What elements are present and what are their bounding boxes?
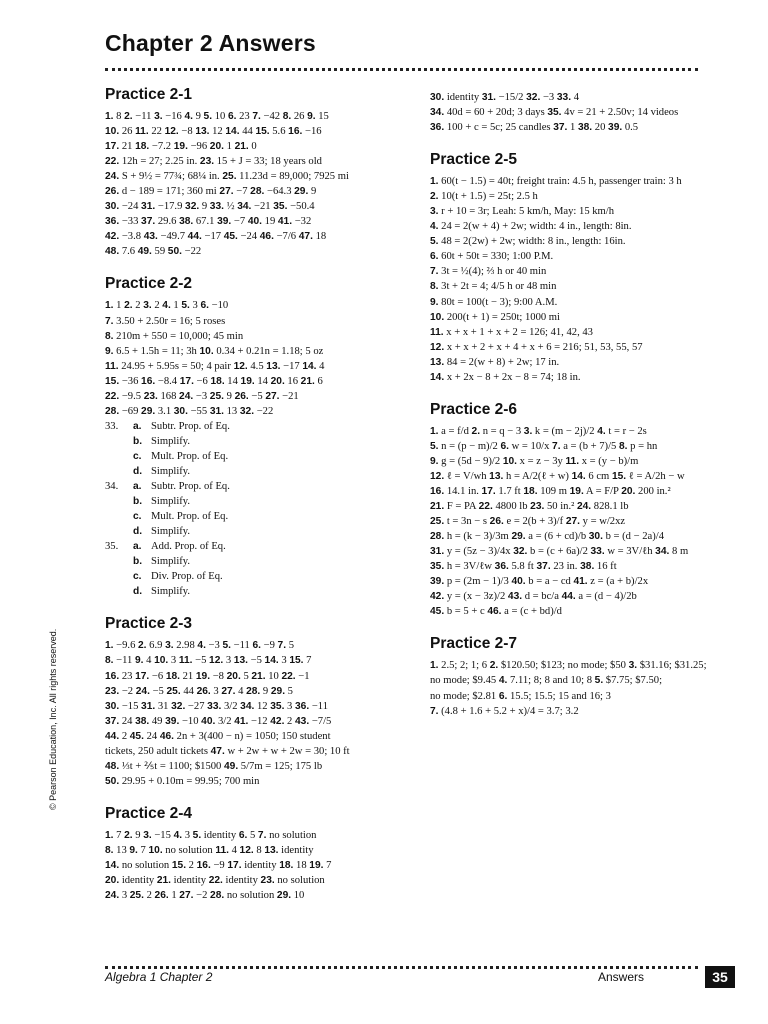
answer-line: 11. x + x + 1 + x + 2 = 126; 41, 42, 43 (430, 326, 593, 338)
answer-line: 15. −36 16. −8.4 17. −6 18. 14 19. 14 20. 16 21. 6 (105, 375, 323, 387)
answer-line: 42. y = (x − 3z)/2 43. d = bc/a 44. a = (d − 4)/2b (430, 591, 637, 603)
answer-line: 7. (4.8 + 1.6 + 5.2 + x)/4 = 3.7; 3.2 (430, 705, 579, 717)
answer-line: 5. n = (p − m)/2 6. w = 10/x 7. a = (b + 7)/5 8. p = hn (430, 440, 658, 452)
step-letter: d. (133, 526, 143, 538)
answer-line: 26. d − 189 = 171; 360 mi 27. −7 28. −64.3 29. 9 (105, 186, 317, 198)
answer-line: 25. t = 3n − s 26. e = 2(b + 3)/f 27. y = w/2xz (430, 516, 626, 528)
step-text: Mult. Prop. of Eq. (151, 450, 229, 462)
step-letter: d. (133, 586, 143, 598)
step-letter: c. (133, 450, 142, 462)
answer-line: 22. 12h = 27; 2.25 in. 23. 15 + J = 33; 18 years old (105, 156, 322, 168)
answer-line: 16. 23 17. −6 18. 21 19. −8 20. 5 21. 10 22. −1 (105, 670, 310, 682)
answer-step (105, 524, 410, 539)
answer-line: 10. 26 11. 22 12. −8 13. 12 14. 44 15. 5.6 16. −16 (105, 126, 322, 138)
problem-number: 33. (105, 420, 119, 432)
answer-line: 6. 60t + 50t = 330; 1:00 P.M. (430, 251, 554, 263)
section-heading: Practice 2-5 (430, 151, 518, 169)
step-text: Simplify. (151, 556, 191, 568)
answer-line: 9. 6.5 + 1.5h = 11; 3h 10. 0.34 + 0.21n = 1.18; 5 oz (105, 345, 324, 357)
answer-line: 3. r + 10 = 3r; Leah: 5 km/h, May: 15 km/h (430, 206, 615, 218)
section-heading: Practice 2-1 (105, 86, 193, 103)
answer-line: 10. 200(t + 1) = 250t; 1000 mi (430, 311, 560, 323)
answer-line: 17. 21 18. −7.2 19. −96 20. 1 21. 0 (105, 141, 257, 153)
answer-line: 4. 24 = 2(w + 4) + 2w; width: 4 in., length: 8in. (430, 221, 632, 233)
answer-line: 7. 3t = ½(4); ⅔ h or 40 min (430, 266, 547, 278)
answer-line: 1. 7 2. 9 3. −15 4. 3 5. identity 6. 5 7. no solution (105, 829, 317, 841)
answer-step (105, 509, 410, 524)
answer-line: 21. F = PA 22. 4800 lb 23. 50 in.² 24. 828.1 lb (430, 501, 629, 513)
answer-line: 9. 80t = 100(t − 3); 9:00 A.M. (430, 296, 558, 308)
step-letter: d. (133, 465, 143, 477)
right-column (430, 90, 730, 719)
answer-line: 23. −2 24. −5 25. 44 26. 3 27. 4 28. 9 29. 5 (105, 685, 293, 697)
answer-line: 30. −24 31. −17.9 32. 9 33. ½ 34. −21 35. −50.4 (105, 201, 315, 213)
answer-line: 5. 48 = 2(2w) + 2w; width: 8 in., length: 16in. (430, 236, 626, 248)
footer-book-title: Algebra 1 Chapter 2 (105, 970, 213, 984)
step-letter: a. (133, 481, 142, 493)
top-dotted-rule (105, 68, 698, 71)
answer-step (105, 554, 410, 569)
answer-line: 9. g = (5d − 9)/2 10. x = z − 3y 11. x = (y − b)/m (430, 455, 639, 467)
step-letter: c. (133, 511, 142, 523)
answer-line: 1. 1 2. 2 3. 2 4. 1 5. 3 6. −10 (105, 300, 229, 312)
answer-line: 12. ℓ = V/wh 13. h = A/2(ℓ + w) 14. 6 cm 15. ℓ = A/2h − w (430, 470, 685, 482)
section-heading: Practice 2-2 (105, 275, 193, 293)
answer-line: 24. 3 25. 2 26. 1 27. −2 28. no solution 29. 10 (105, 890, 305, 902)
answer-line: 42. −3.8 43. −49.7 44. −17 45. −24 46. −7/6 47. 18 (105, 231, 327, 243)
answer-line: 36. 100 + c = 5c; 25 candles 37. 1 38. 20 39. 0.5 (430, 122, 639, 134)
section-heading: Practice 2-6 (430, 400, 518, 418)
answer-line: 28. h = (k − 3)/3m 29. a = (6 + cd)/b 30. b = (d − 2a)/4 (430, 531, 665, 543)
section-heading: Practice 2-3 (105, 615, 193, 633)
answer-line: 45. b = 5 + c 46. a = (c + bd)/d (430, 606, 562, 618)
answer-line: 22. −9.5 23. 168 24. −3 25. 9 26. −5 27. −21 (105, 390, 299, 402)
answer-step (105, 569, 410, 584)
step-text: Subtr. Prop. of Eq. (151, 420, 230, 432)
answer-line: 31. y = (5z − 3)/4x 32. b = (c + 6a)/2 33. w = 3V/ℓh 34. 8 m (430, 546, 689, 558)
answer-line: 48. ⅓t + ⅖t = 1100; $1500 49. 5/7m = 125; 175 lb (105, 760, 323, 772)
step-letter: a. (133, 541, 142, 553)
answer-line: 1. −9.6 2. 6.9 3. 2.98 4. −3 5. −11 6. −9 7. 5 (105, 640, 294, 652)
left-column (105, 86, 410, 903)
step-letter: a. (133, 420, 142, 432)
answer-step (105, 464, 410, 479)
answer-line: 12. x + x + 2 + x + 4 + x + 6 = 216; 51, 53, 55, 57 (430, 341, 643, 353)
answer-line: 20. identity 21. identity 22. identity 23. no solution (105, 875, 325, 887)
answer-line: 34. 40d = 60 + 20d; 3 days 35. 4v = 21 + 2.50v; 14 videos (430, 107, 679, 119)
answer-step (105, 584, 410, 599)
section-heading: Practice 2-4 (105, 804, 193, 822)
answer-line: 14. no solution 15. 2 16. −9 17. identity 18. 18 19. 7 (105, 859, 332, 871)
answer-step (105, 434, 410, 449)
answer-line: 7. 3.50 + 2.50r = 16; 5 roses (105, 315, 226, 327)
answer-line: 39. p = (2m − 1)/3 40. b = a − cd 41. z = (a + b)/2x (430, 576, 649, 588)
answer-line: 44. 2 45. 24 46. 2n + 3(400 − n) = 1050; 150 student (105, 730, 331, 742)
step-letter: c. (133, 571, 142, 583)
answer-step (105, 449, 410, 464)
answer-line: 1. 60(t − 1.5) = 40t; freight train: 4.5 h, passenger train: 3 h (430, 176, 682, 188)
problem-number: 35. (105, 541, 119, 553)
answer-line: 30. identity 31. −15/2 32. −3 33. 4 (430, 92, 579, 103)
problem-number: 34. (105, 481, 119, 493)
step-text: Add. Prop. of Eq. (151, 541, 226, 553)
answer-line: tickets, 250 adult tickets 47. w + 2w + w + 2w = 30; 10 ft (105, 745, 350, 757)
section-heading: Practice 2-7 (430, 635, 518, 653)
answer-line: 36. −33 37. 29.6 38. 67.1 39. −7 40. 19 41. −32 (105, 216, 312, 228)
answer-line: 1. 8 2. −11 3. −16 4. 9 5. 10 6. 23 7. −42 8. 26 9. 15 (105, 111, 329, 122)
answer-step (105, 539, 410, 554)
answer-line: 2. 10(t + 1.5) = 25t; 2.5 h (430, 191, 538, 203)
answer-line: 8. 13 9. 7 10. no solution 11. 4 12. 8 13. identity (105, 844, 314, 856)
answer-line: 11. 24.95 + 5.95s = 50; 4 pair 12. 4.5 13. −17 14. 4 (105, 360, 325, 372)
step-letter: b. (133, 556, 143, 568)
step-text: Mult. Prop. of Eq. (151, 511, 229, 523)
answer-line: 1. a = f/d 2. n = q − 3 3. k = (m − 2j)/2 4. t = r − 2s (430, 425, 647, 437)
page-title: Chapter 2 Answers (105, 30, 316, 56)
step-text: Simplify. (151, 465, 191, 477)
answer-line: 8. −11 9. 4 10. 3 11. −5 12. 3 13. −5 14. 3 15. 7 (105, 655, 312, 667)
step-text: Div. Prop. of Eq. (151, 571, 223, 583)
answer-step (105, 419, 410, 434)
copyright-notice: © Pearson Education, Inc. All rights reserved. (48, 628, 58, 810)
answer-line: 8. 210m + 550 = 10,000; 45 min (105, 330, 244, 342)
answer-line: 50. 29.95 + 0.10m = 99.95; 700 min (105, 775, 260, 787)
answer-line: 14. x + 2x − 8 + 2x − 8 = 74; 18 in. (430, 371, 581, 383)
step-text: Simplify. (151, 586, 191, 598)
page-number: 35 (705, 966, 735, 988)
answer-line: 13. 84 = 2(w + 8) + 2w; 17 in. (430, 356, 560, 368)
answer-line: 24. S + 9½ = 77¾; 68¼ in. 25. 11.23d = 89,000; 7925 mi (105, 171, 349, 183)
bottom-dotted-rule (105, 966, 698, 969)
answer-line: 8. 3t + 2t = 4; 4/5 h or 48 min (430, 281, 557, 293)
answer-line: 48. 7.6 49. 59 50. −22 (105, 246, 202, 258)
step-text: Simplify. (151, 496, 191, 508)
answer-line: 30. −15 31. 31 32. −27 33. 3/2 34. 12 35. 3 36. −11 (105, 700, 328, 712)
footer-section: Answers (598, 970, 645, 984)
step-text: Subtr. Prop. of Eq. (151, 481, 230, 493)
answer-line: 37. 24 38. 49 39. −10 40. 3/2 41. −12 42. 2 43. −7/5 (105, 715, 332, 727)
answer-line: 16. 14.1 in. 17. 1.7 ft 18. 109 m 19. A = F/P 20. 200 in.² (430, 485, 671, 497)
answer-line: 35. h = 3V/ℓw 36. 5.8 ft 37. 23 in. 38. 16 ft (430, 561, 617, 573)
answer-line: no mode; $2.81 6. 15.5; 15.5; 15 and 16; 3 (430, 690, 611, 702)
answer-step (105, 494, 410, 509)
answer-line: no mode; $9.45 4. 7.11; 8; 8 and 10; 8 5. $7.75; $7.50; (430, 675, 663, 687)
answer-line: 28. −69 29. 3.1 30. −55 31. 13 32. −22 (105, 405, 274, 417)
step-text: Simplify. (151, 435, 191, 447)
step-letter: b. (133, 435, 143, 447)
step-text: Simplify. (151, 526, 191, 538)
answer-line: 1. 2.5; 2; 1; 6 2. $120.50; $123; no mode; $50 3. $31.16; $31.25; (430, 660, 707, 672)
answer-step (105, 479, 410, 494)
step-letter: b. (133, 496, 143, 508)
